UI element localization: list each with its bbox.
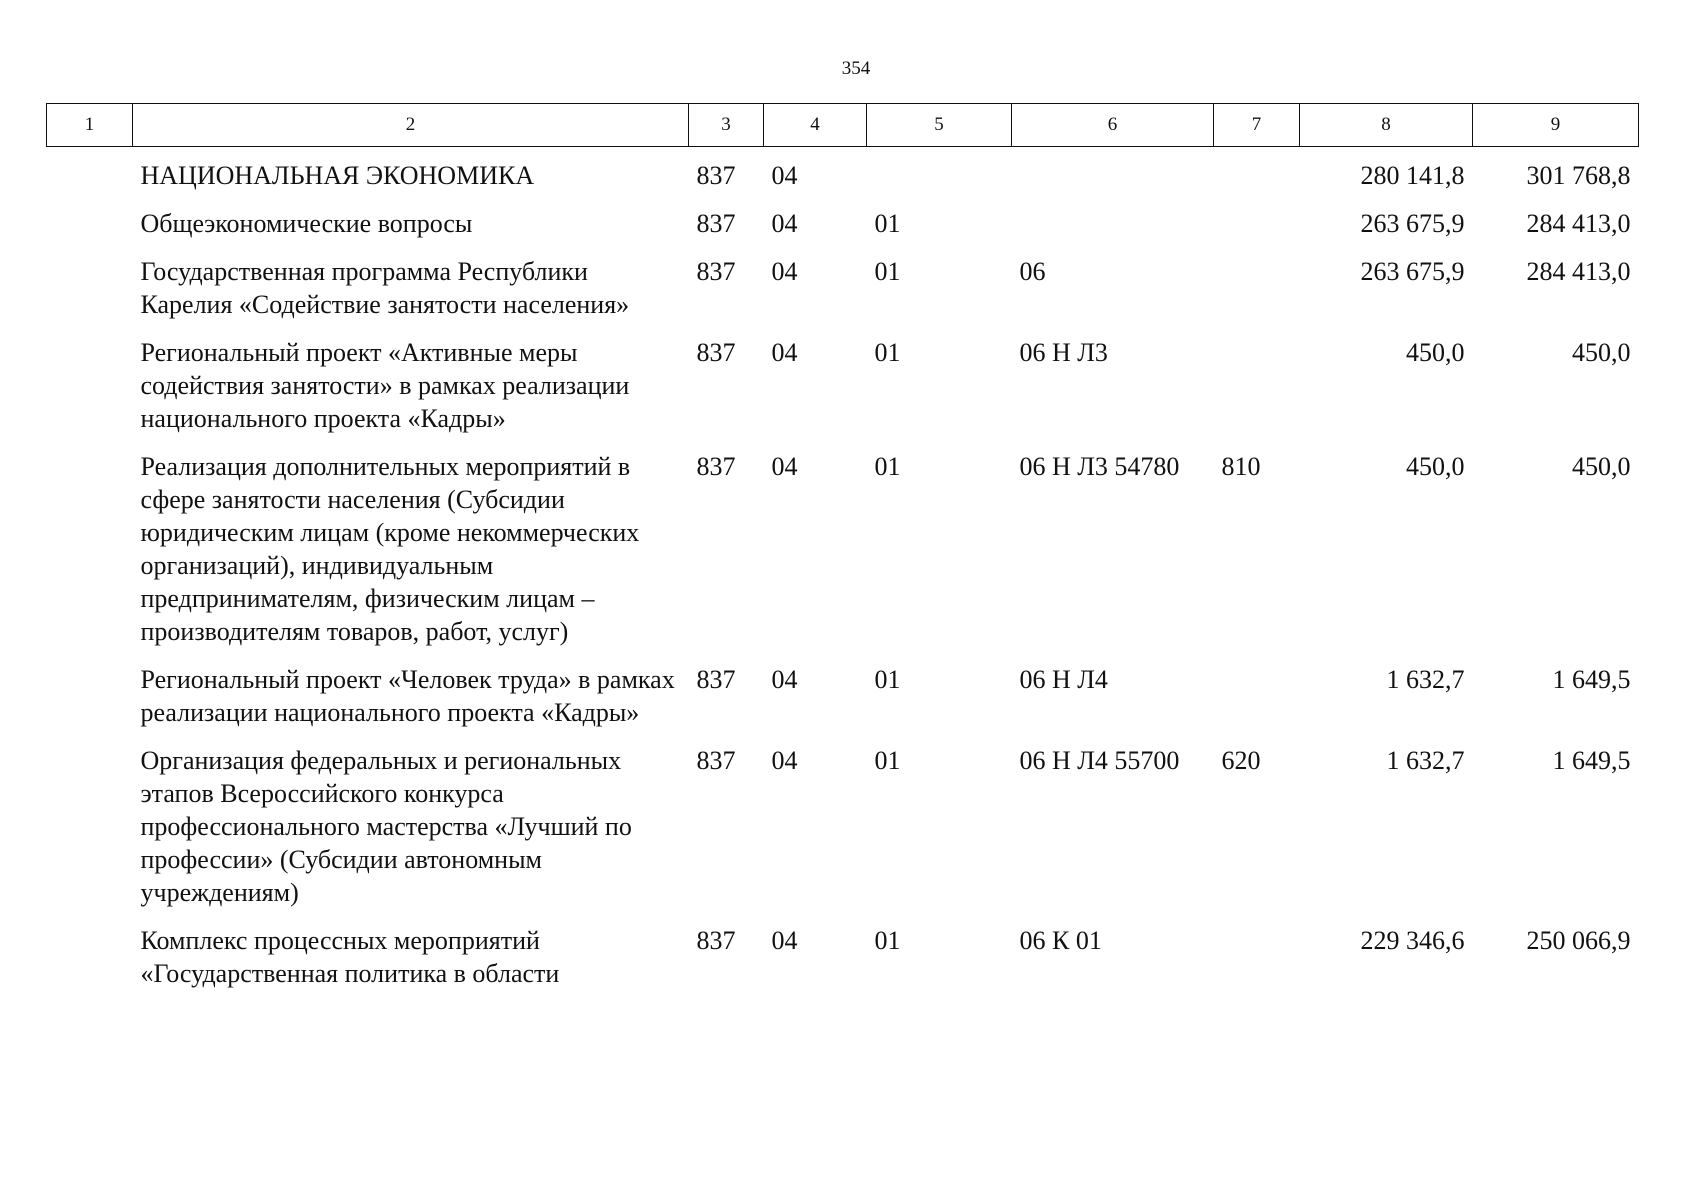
row-number-cell — [47, 249, 133, 330]
row-code-3: 837 — [696, 338, 736, 367]
row-code-5: 01 — [874, 338, 901, 367]
row-code-4: 04 — [771, 746, 798, 775]
row-code-7 — [1214, 918, 1300, 999]
row-amount-9: 284 413,0 — [1526, 257, 1631, 286]
row-code-7 — [1214, 657, 1300, 738]
row-code-4: 04 — [771, 926, 798, 955]
row-amount-9: 1 649,5 — [1552, 665, 1631, 694]
row-code-6: 06 Н Л4 — [1019, 665, 1108, 694]
row-code-3: 837 — [696, 209, 736, 238]
page-number: 354 — [841, 58, 871, 79]
header-col-6: 6 — [1012, 104, 1214, 147]
header-col-1: 1 — [47, 104, 133, 147]
row-number-cell — [47, 147, 133, 202]
row-code-4: 04 — [771, 338, 798, 367]
row-amount-9: 450,0 — [1572, 452, 1631, 481]
row-code-5: 01 — [874, 257, 901, 286]
row-code-5 — [867, 147, 1012, 202]
row-amount-8: 280 141,8 — [1360, 161, 1465, 190]
row-code-4: 04 — [771, 161, 798, 190]
table-row — [47, 330, 1639, 444]
row-code-6: 06 Н Л3 — [1019, 338, 1108, 367]
header-col-9: 9 — [1473, 104, 1639, 147]
table-row — [47, 444, 1639, 657]
row-number-cell — [47, 444, 133, 657]
row-code-7 — [1214, 330, 1300, 444]
row-code-6: 06 К 01 — [1019, 926, 1102, 955]
table-row — [47, 657, 1639, 738]
row-amount-9: 1 649,5 — [1552, 746, 1631, 775]
row-amount-9: 301 768,8 — [1526, 161, 1631, 190]
row-amount-9: 450,0 — [1572, 338, 1631, 367]
row-code-3: 837 — [696, 926, 736, 955]
row-name: Региональный проект «Человек труда» в рамках реализации национального проекта «Кадры» — [140, 665, 675, 727]
row-code-7 — [1214, 201, 1300, 249]
row-code-5: 01 — [874, 926, 901, 955]
header-col-2: 2 — [133, 104, 689, 147]
row-code-5: 01 — [874, 209, 901, 238]
row-code-4: 04 — [771, 257, 798, 286]
table-row — [47, 147, 1639, 202]
header-col-3: 3 — [689, 104, 764, 147]
row-amount-9: 284 413,0 — [1526, 209, 1631, 238]
row-code-6 — [1012, 147, 1214, 202]
row-amount-9: 250 066,9 — [1526, 926, 1631, 955]
row-code-6: 06 — [1019, 257, 1046, 286]
row-code-6 — [1012, 201, 1214, 249]
row-code-6: 06 Н Л3 54780 — [1019, 452, 1180, 481]
table-row — [47, 918, 1639, 999]
row-code-7: 620 — [1221, 746, 1261, 775]
header-col-7: 7 — [1214, 104, 1300, 147]
row-name: НАЦИОНАЛЬНАЯ ЭКОНОМИКА — [140, 161, 535, 190]
row-code-4: 04 — [771, 452, 798, 481]
row-amount-8: 1 632,7 — [1386, 665, 1465, 694]
row-name: Организация федеральных и региональных этапов Всероссийского конкурса профессионального мастерства «Лучший по профессии» (Субсидии автономным учреждениям) — [140, 746, 632, 907]
header-col-5: 5 — [867, 104, 1012, 147]
row-number-cell — [47, 657, 133, 738]
row-name: Общеэкономические вопросы — [140, 209, 473, 238]
budget-table — [46, 103, 1639, 999]
row-code-3: 837 — [696, 665, 736, 694]
row-number-cell — [47, 738, 133, 918]
row-code-4: 04 — [771, 665, 798, 694]
row-code-7: 810 — [1221, 452, 1261, 481]
row-name: Региональный проект «Активные меры содействия занятости» в рамках реализации национального проекта «Кадры» — [140, 338, 630, 433]
table-row — [47, 738, 1639, 918]
table-row — [47, 201, 1639, 249]
row-name: Комплекс процессных мероприятий «Государственная политика в области — [140, 926, 560, 988]
row-code-4: 04 — [771, 209, 798, 238]
row-code-3: 837 — [696, 452, 736, 481]
row-code-7 — [1214, 249, 1300, 330]
row-amount-8: 450,0 — [1406, 452, 1465, 481]
row-code-5: 01 — [874, 452, 901, 481]
row-amount-8: 263 675,9 — [1360, 209, 1465, 238]
row-amount-8: 229 346,6 — [1360, 926, 1465, 955]
table-row — [47, 249, 1639, 330]
row-number-cell — [47, 201, 133, 249]
row-code-6: 06 Н Л4 55700 — [1019, 746, 1180, 775]
row-number-cell — [47, 918, 133, 999]
row-amount-8: 450,0 — [1406, 338, 1465, 367]
row-code-3: 837 — [696, 257, 736, 286]
header-col-8: 8 — [1300, 104, 1473, 147]
header-col-4: 4 — [764, 104, 867, 147]
row-code-5: 01 — [874, 665, 901, 694]
row-amount-8: 263 675,9 — [1360, 257, 1465, 286]
row-code-3: 837 — [696, 161, 736, 190]
row-name: Государственная программа Республики Карелия «Содействие занятости населения» — [140, 257, 630, 319]
row-code-3: 837 — [696, 746, 736, 775]
row-amount-8: 1 632,7 — [1386, 746, 1465, 775]
header-row — [47, 104, 1639, 147]
row-name: Реализация дополнительных мероприятий в сфере занятости населения (Субсидии юридическим лицам (кроме некоммерческих организаций), индивидуальным предпринимателям, физическим лицам – производителям товаров, работ, услуг) — [140, 452, 640, 646]
row-code-7 — [1214, 147, 1300, 202]
row-code-5: 01 — [874, 746, 901, 775]
row-number-cell — [47, 330, 133, 444]
